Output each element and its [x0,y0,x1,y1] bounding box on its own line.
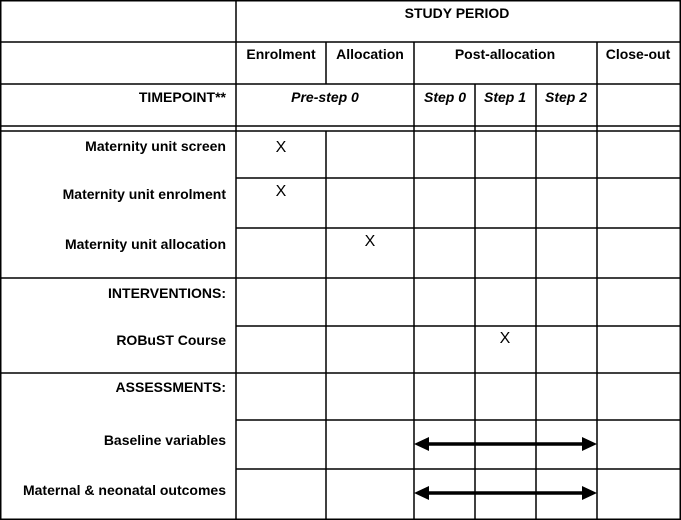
row-label-baseline: Baseline variables [103,432,226,448]
row-label-robust: ROBuST Course [116,332,226,348]
row-label-enrolment: Maternity unit enrolment [62,186,226,202]
timepoint-step-1: Step 1 [483,89,527,105]
timepoint-pre-step-0: Pre-step 0 [291,89,359,105]
phase-close-out: Close-out [605,46,671,62]
row-label-allocation: Maternity unit allocation [64,236,226,252]
timepoint-step-2: Step 2 [544,89,588,105]
outcomes-arrow [414,486,597,500]
section-assessments: ASSESSMENTS: [115,379,226,395]
section-interventions: INTERVENTIONS: [108,285,226,301]
timepoint-step-0: Step 0 [423,89,467,105]
phase-post-allocation: Post-allocation [454,46,556,62]
phase-allocation: Allocation [336,46,404,62]
phase-enrolment: Enrolment [246,46,316,62]
study-period-heading: STUDY PERIOD [404,5,510,21]
mark-screen-enrolment: X [275,139,287,156]
baseline-arrow [414,437,597,451]
mark-allocation-allocation: X [364,233,376,250]
mark-enrolment-enrolment: X [275,183,287,200]
row-label-screen: Maternity unit screen [85,138,226,154]
mark-robust-step1: X [499,330,511,347]
timepoint-label: TIMEPOINT** [138,89,226,105]
row-label-outcomes: Maternal & neonatal outcomes [22,482,226,498]
